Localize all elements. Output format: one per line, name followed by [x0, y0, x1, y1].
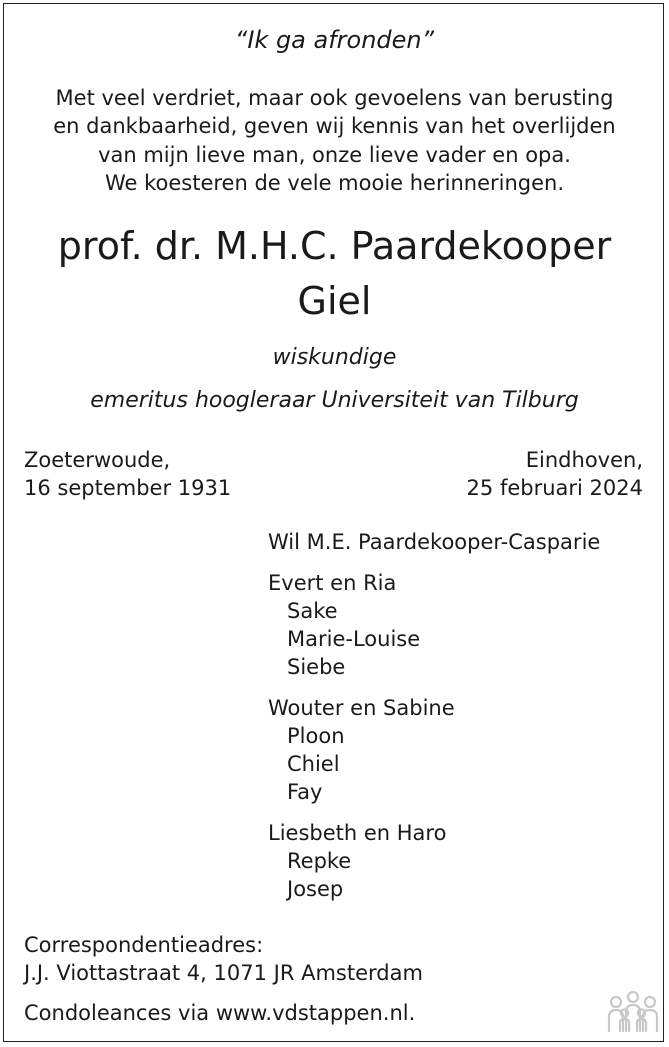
deceased-profession: wiskundige [272, 345, 397, 370]
correspondence-address: J.J. Viottastraat 4, 1071 JR Amsterdam [24, 961, 423, 985]
grandchild-name: Marie-Louise [287, 627, 421, 651]
spouse-name: Wil M.E. Paardekooper-Casparie [268, 530, 601, 554]
death-place: Eindhoven, [525, 448, 643, 472]
grandchild-name: Repke [287, 849, 352, 873]
family-figures-icon [606, 991, 660, 1033]
deceased-title: emeritus hoogleraar Universiteit van Tilburg [90, 388, 579, 413]
intro-line: We koesteren de vele mooie herinneringen. [104, 171, 565, 196]
motto-quote: “Ik ga afronden” [234, 26, 435, 54]
family-list [268, 528, 600, 903]
death-info [467, 446, 643, 502]
death-date: 25 februari 2024 [466, 476, 643, 500]
family-parents: Evert en Ria [268, 571, 397, 595]
grandchild-name: Sake [287, 599, 338, 623]
deceased-nickname: Giel [297, 279, 372, 323]
intro-line: van mijn lieve man, onze lieve vader en opa. [98, 142, 571, 167]
condolences-text: Condoleances via www.vdstappen.nl. [24, 1001, 416, 1025]
birth-info [24, 446, 231, 502]
intro-line: Met veel verdriet, maar ook gevoelens van berusting [55, 86, 614, 110]
grandchild-name: Josep [287, 877, 344, 901]
birth-date: 16 september 1931 [24, 476, 232, 500]
correspondence-block [24, 931, 423, 987]
family-parents: Wouter en Sabine [268, 696, 455, 720]
grandchild-name: Ploon [287, 724, 345, 748]
intro-line: en dankbaarheid, geven wij kennis van het overlijden [53, 114, 616, 139]
grandchild-name: Chiel [287, 752, 340, 776]
birth-place: Zoeterwoude, [24, 448, 171, 472]
correspondence-label: Correspondentieadres: [24, 933, 264, 957]
deceased-name: prof. dr. M.H.C. Paardekooper [57, 224, 612, 268]
intro-text [0, 84, 669, 198]
grandchild-name: Siebe [287, 655, 346, 679]
family-parents: Liesbeth en Haro [268, 821, 447, 845]
grandchild-name: Fay [287, 780, 323, 804]
